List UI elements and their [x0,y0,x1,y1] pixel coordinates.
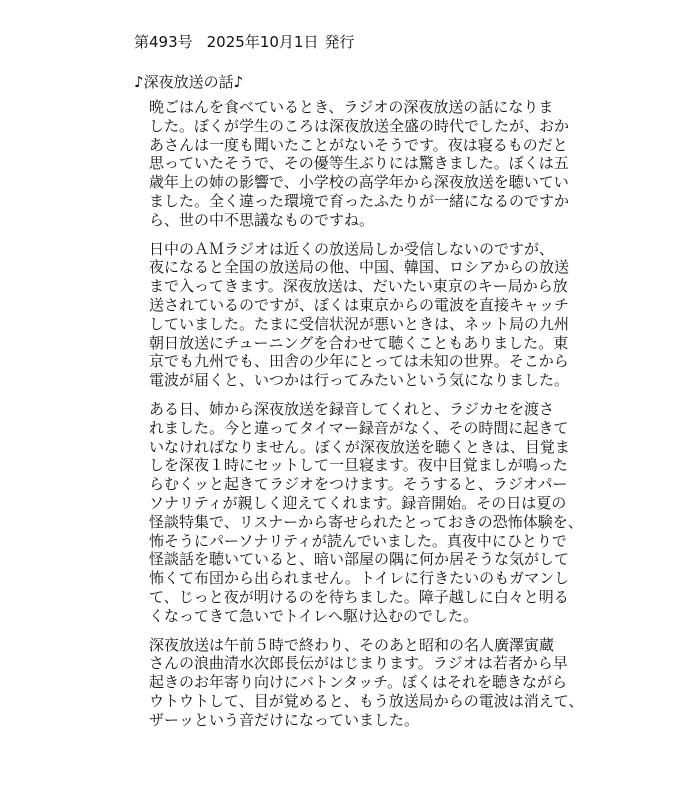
paragraph-3 [134,400,594,626]
text-line: あさんは一度も聞いたことがないそうです。夜は寝るものだと [149,135,568,154]
text-line: らむくッと起きてラジオをつけます。そうすると、ラジオパー [149,475,568,494]
text-line: 夜になると全国の放送局の他、中国、韓国、ロシアからの放送 [149,258,570,277]
issue-number: 第493号 [134,33,193,51]
paragraph-4 [134,636,594,730]
text-line: 京でも九州でも、田舎の少年にとっては未知の世界。そこから [149,352,569,371]
text-line: 電波が届くと、いつかは行ってみたいという気になりました。 [149,371,570,390]
text-line: ら、世の中不思議なものですね。 [149,210,375,229]
text-line: くなってきて急いでトイレへ駆け込むのでした。 [149,606,478,625]
text-line: 朝日放送にチューニングを合わせて聴くこともありました。東 [149,333,569,352]
text-line: ザーッという音だけになっていました。 [149,710,420,729]
text-line: いなければなりません。ぼくが深夜放送を聴くときは、目覚ま [149,437,570,456]
text-line: さんの浪曲清水次郎長伝がはじまります。ラジオは若者から早 [149,654,568,673]
text-line: 起きのお年寄り向けにバトンタッチ。ぼくはそれを聴きながら [149,673,568,692]
issue-header [134,32,354,52]
paragraph-1 [134,98,594,230]
text-line: れました。今と違ってタイマー録音がなく、その時間に起きて [149,418,569,437]
text-line: 怖そうにパーソナリティが読んでいました。真夜中にひとりで [149,531,567,550]
text-line: 思っていたそうで、その優等生ぶりには驚きました。ぼくは五 [149,154,569,173]
text-line: していました。たまに受信状況が悪いときは、ネット局の九州 [149,314,570,333]
paragraph-2 [134,240,594,390]
text-line: した。ぼくが学生のころは深夜放送全盛の時代でしたが、おか [149,116,570,135]
article-body [134,98,594,740]
text-line: しを深夜１時にセットして一旦寝ます。夜中目覚ましが鳴った [149,456,568,475]
text-line: て、じっと夜が明けるのを待ちました。障子越しに白々と明る [149,587,569,606]
published-label: 発行 [324,33,355,51]
text-line: ある日、姉から深夜放送を録音してくれと、ラジカセを渡さ [149,399,555,418]
text-line: 深夜放送は午前５時で終わり、そのあと昭和の名人廣澤寅蔵 [149,635,555,654]
text-line: 日中のＡＭラジオは近くの放送局しか受信しないのですが、 [149,239,555,258]
text-line: ました。全く違った環境で育ったふたりが一緒になるのですか [149,191,570,210]
text-line: ウトウトして、目が覚めると、もう放送局からの電波は消えて、 [149,691,584,710]
text-line: ソナリティが親しく迎えてくれます。録音開始。その日は夏の [149,493,567,512]
text-line: 晩ごはんを食べているとき、ラジオの深夜放送の話になりま [149,98,554,116]
issue-date: 2025年10月1日 [206,33,319,51]
text-line: 歳年上の姉の影響で、小学校の高学年から深夜放送を聴いてい [149,173,569,192]
text-line: 送されているのですが、ぼくは東京からの電波を直接キャッチ [149,295,570,314]
article-title: ♪深夜放送の話♪ [134,73,244,91]
text-line: 怪談特集で、リスナーから寄せられたとっておきの恐怖体験を、 [149,512,583,531]
text-line: 怖くて布団から出られません。トイレに行きたいのもガマンし [149,569,570,588]
text-line: 怪談話を聴いていると、暗い部屋の隅に何か居そうな気がして [149,550,570,569]
text-line: まで入ってきます。深夜放送は、だいたい東京のキー局から放 [149,277,568,296]
